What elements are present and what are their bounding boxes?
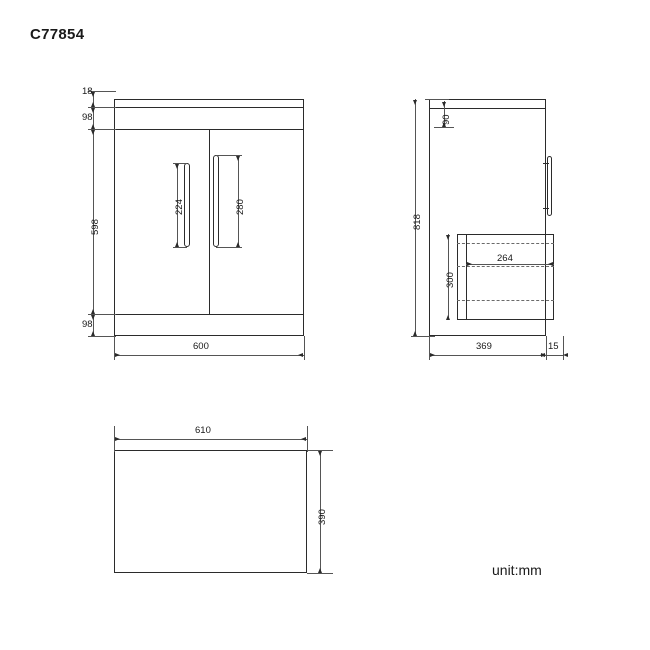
front-dim-98-top: 98 (82, 112, 93, 123)
front-width-arrow-left (115, 353, 120, 357)
side-depth-dim-line-369 (429, 355, 546, 356)
front-handle-ext-224-top (173, 163, 187, 164)
front-handle-arrow-280-a (236, 156, 240, 161)
side-ext-line-top (425, 99, 449, 100)
side-dim-90: 90 (441, 114, 452, 125)
side-top-cap-line (429, 108, 546, 109)
front-dim-18: 18 (82, 86, 93, 97)
front-door-split-line (209, 129, 210, 314)
front-dim-600: 600 (193, 341, 209, 352)
side-drawer-dash-bottom (457, 300, 554, 301)
side-dim-line-264 (466, 264, 554, 265)
side-handle-stem-bottom (543, 208, 549, 209)
side-handle-stem-top (543, 163, 549, 164)
plan-width-ext-right (307, 426, 308, 452)
front-width-dim-line (114, 355, 304, 356)
side-handle (547, 156, 552, 216)
front-dim-598: 598 (90, 219, 101, 235)
plan-depth-arrow-bottom (318, 568, 322, 573)
side-dim-300: 300 (445, 272, 456, 288)
front-handle-ext-280-top (216, 155, 242, 156)
front-plinth-line (114, 314, 304, 315)
front-top-cap-line (114, 107, 304, 108)
side-dim-arrow-818-a (413, 100, 417, 105)
side-dim-arrow-90-a (442, 102, 446, 107)
side-dim-264: 264 (497, 253, 513, 264)
front-handle-ext-224-bot (173, 247, 187, 248)
front-dim-98-bottom: 98 (82, 319, 93, 330)
side-dim-arrow-264-a (467, 262, 472, 266)
front-width-ext-right (304, 336, 305, 360)
unit-note: unit:mm (492, 562, 542, 578)
side-ext-line-818-bottom (411, 336, 435, 337)
front-handle-right (213, 155, 219, 247)
side-dim-15: 15 (548, 341, 559, 352)
side-drawer-dash-top (457, 243, 554, 244)
side-depth-arrow-369-a (430, 353, 435, 357)
side-dim-arrow-300-a (446, 235, 450, 240)
side-depth-ext-mid (546, 336, 547, 360)
side-dim-arrow-300-b (446, 315, 450, 320)
plan-depth-ext-bottom (307, 573, 333, 574)
front-dim-arrow-598-a (91, 130, 95, 135)
side-dim-arrow-264-b (548, 262, 553, 266)
side-drawer-front-line (466, 234, 467, 320)
side-depth-arrow-15-a (541, 353, 546, 357)
side-dim-369: 369 (476, 341, 492, 352)
plan-width-arrow-right (301, 437, 306, 441)
plan-width-dim-line (114, 439, 307, 440)
side-dim-818: 818 (412, 214, 423, 230)
plan-dim-610: 610 (195, 425, 211, 436)
front-dim-224: 224 (174, 199, 185, 215)
plan-dim-390: 390 (317, 509, 328, 525)
side-depth-arrow-15-b (563, 353, 568, 357)
side-depth-dim-line-15 (546, 355, 563, 356)
front-handle-ext-280-bot (216, 247, 242, 248)
side-drawer-dash-mid (457, 266, 554, 267)
plan-width-arrow-left (115, 437, 120, 441)
product-code-title: C77854 (30, 26, 85, 43)
front-handle-arrow-224-a (175, 164, 179, 169)
front-ext-line-bottom (88, 336, 116, 337)
front-dim-280: 280 (235, 199, 246, 215)
side-drawer-box (457, 234, 554, 320)
plan-depth-arrow-top (318, 451, 322, 456)
front-width-arrow-right (298, 353, 303, 357)
plan-body (114, 450, 307, 573)
side-ext-line-90 (434, 127, 454, 128)
